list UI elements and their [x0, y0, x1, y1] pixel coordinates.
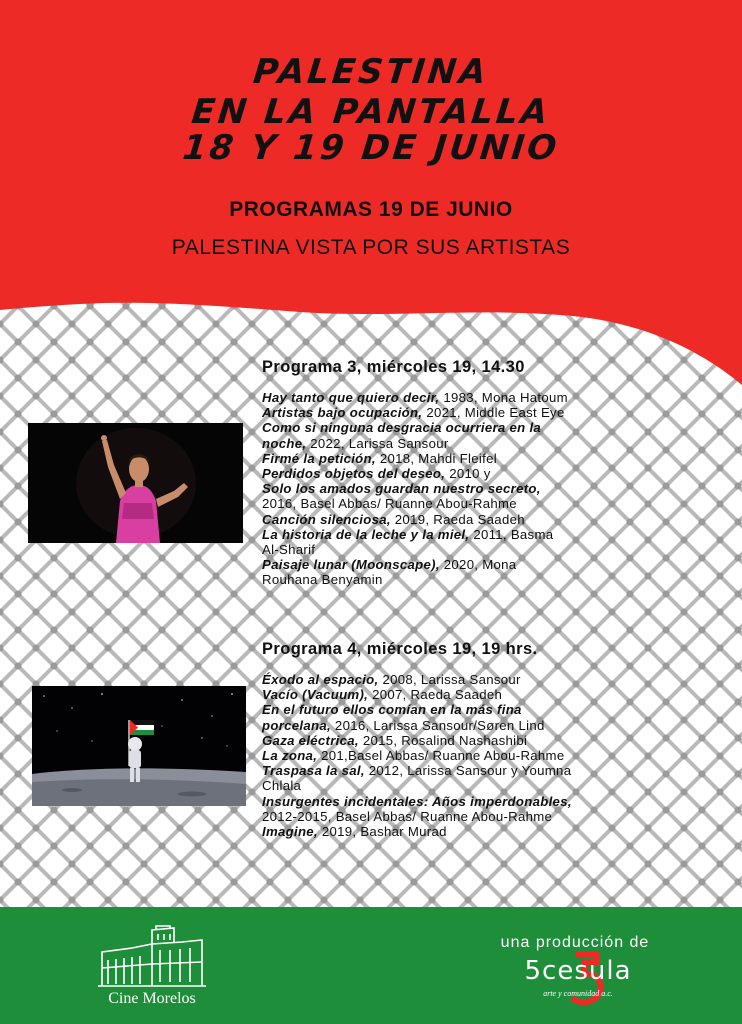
building-icon	[94, 924, 210, 990]
work-title: Traspasa la sal,	[262, 763, 365, 779]
list-item	[262, 809, 732, 824]
work-details: 2012, Larissa Sansour y Youmna	[364, 763, 572, 779]
work-details: 2019, Bashar Murad	[317, 824, 447, 840]
work-details: 2007, Raeda Saadeh	[368, 687, 503, 703]
work-details: 2015, Rosalind Nashashibi	[358, 732, 528, 748]
work-details: 2016, Basel Abbas/ Ruanne Abou-Rahme	[262, 496, 517, 512]
list-item	[262, 702, 732, 717]
work-title: Firmé la petición,	[262, 450, 376, 466]
work-title: Perdidos objetos del deseo,	[262, 466, 446, 482]
work-title: Como si ninguna desgracia ocurriera en la	[262, 420, 542, 436]
list-item	[262, 436, 732, 451]
work-details: Al-Sharif	[262, 542, 316, 558]
work-details: 2022, Larissa Sansour	[306, 435, 449, 451]
list-item	[262, 794, 732, 809]
work-details: Rouhana Benyamin	[262, 572, 383, 588]
list-item	[262, 390, 732, 405]
work-title: Canción silenciosa,	[262, 511, 391, 527]
list-item	[262, 733, 732, 748]
work-title: Solo los amados guardan nuestro secreto,	[262, 481, 541, 497]
list-item	[262, 718, 732, 733]
program-3-photo	[28, 423, 243, 543]
work-title: Hay tanto que quiero decir,	[262, 390, 440, 405]
work-details: 201,Basel Abbas/ Ruanne Abou-Rahme	[317, 748, 565, 764]
list-item	[262, 557, 732, 572]
program-4-title: Programa 4, miércoles 19, 19 hrs.	[262, 640, 538, 658]
work-title: En el futuro ellos comían en la más fina	[262, 702, 522, 718]
program-4-photo	[32, 686, 246, 806]
work-details: 2010 y	[445, 466, 491, 482]
brand-logo	[520, 952, 640, 1008]
list-item	[262, 466, 732, 481]
work-title: Insurgentes incidentales: Años imperdonables,	[262, 793, 572, 809]
list-item	[262, 778, 732, 793]
work-title: noche,	[262, 435, 307, 451]
work-title: La zona,	[262, 748, 318, 764]
list-item	[262, 572, 732, 587]
production-label: una producción de	[500, 934, 650, 951]
work-title: Imagine,	[262, 824, 318, 840]
work-details: 2019, Raeda Saadeh	[390, 511, 525, 527]
list-item	[262, 451, 732, 466]
work-title: Gaza eléctrica,	[262, 732, 359, 748]
work-details: 2016, Larissa Sansour/Søren Lind	[330, 717, 545, 733]
work-details: 2012-2015, Basel Abbas/ Ruanne Abou-Rahme	[262, 808, 553, 824]
list-item	[262, 672, 732, 687]
brand-tagline: arte y comunidad a.c.	[543, 989, 613, 998]
title-line-2: EN LA PANTALLA	[189, 92, 553, 132]
work-details: 2011, Basma	[469, 526, 554, 542]
program-4-list	[262, 672, 732, 839]
list-item	[262, 481, 732, 496]
work-title: Éxodo al espacio,	[262, 672, 379, 687]
tagline: PALESTINA VISTA POR SUS ARTISTAS	[171, 236, 571, 259]
work-details: 2020, Mona	[439, 557, 517, 573]
work-details: 2008, Larissa Sansour	[378, 672, 521, 687]
work-title: La historia de la leche y la miel,	[262, 526, 470, 542]
cine-morelos-logo	[94, 924, 210, 1016]
work-details: Chlala	[262, 778, 302, 794]
list-item	[262, 512, 732, 527]
list-item	[262, 420, 732, 435]
work-title: Artistas bajo ocupación,	[262, 405, 423, 421]
program-3-list	[262, 390, 732, 588]
title-line-3: 18 Y 19 DE JUNIO	[180, 128, 562, 168]
programs-date-heading: PROGRAMAS 19 DE JUNIO	[229, 198, 513, 221]
list-item	[262, 824, 732, 839]
work-details: 1983, Mona Hatoum	[439, 390, 568, 405]
list-item	[262, 405, 732, 420]
list-item	[262, 542, 732, 557]
list-item	[262, 748, 732, 763]
work-title: porcelana,	[262, 717, 331, 733]
brand-name: 5cesula	[524, 956, 632, 986]
work-title: Paisaje lunar (Moonscape),	[262, 557, 440, 573]
program-3-title: Programa 3, miércoles 19, 14.30	[262, 358, 525, 376]
venue-name: Cine Morelos	[108, 990, 196, 1007]
title-line-1: PALESTINA	[251, 52, 491, 92]
list-item	[262, 763, 732, 778]
list-item	[262, 687, 732, 702]
list-item	[262, 527, 732, 542]
work-title: Vacío (Vacuum),	[262, 687, 369, 703]
work-details: 2018, Mahdi Fleifel	[375, 450, 497, 466]
work-details: 2021, Middle East Eye	[422, 405, 565, 421]
list-item	[262, 496, 732, 511]
